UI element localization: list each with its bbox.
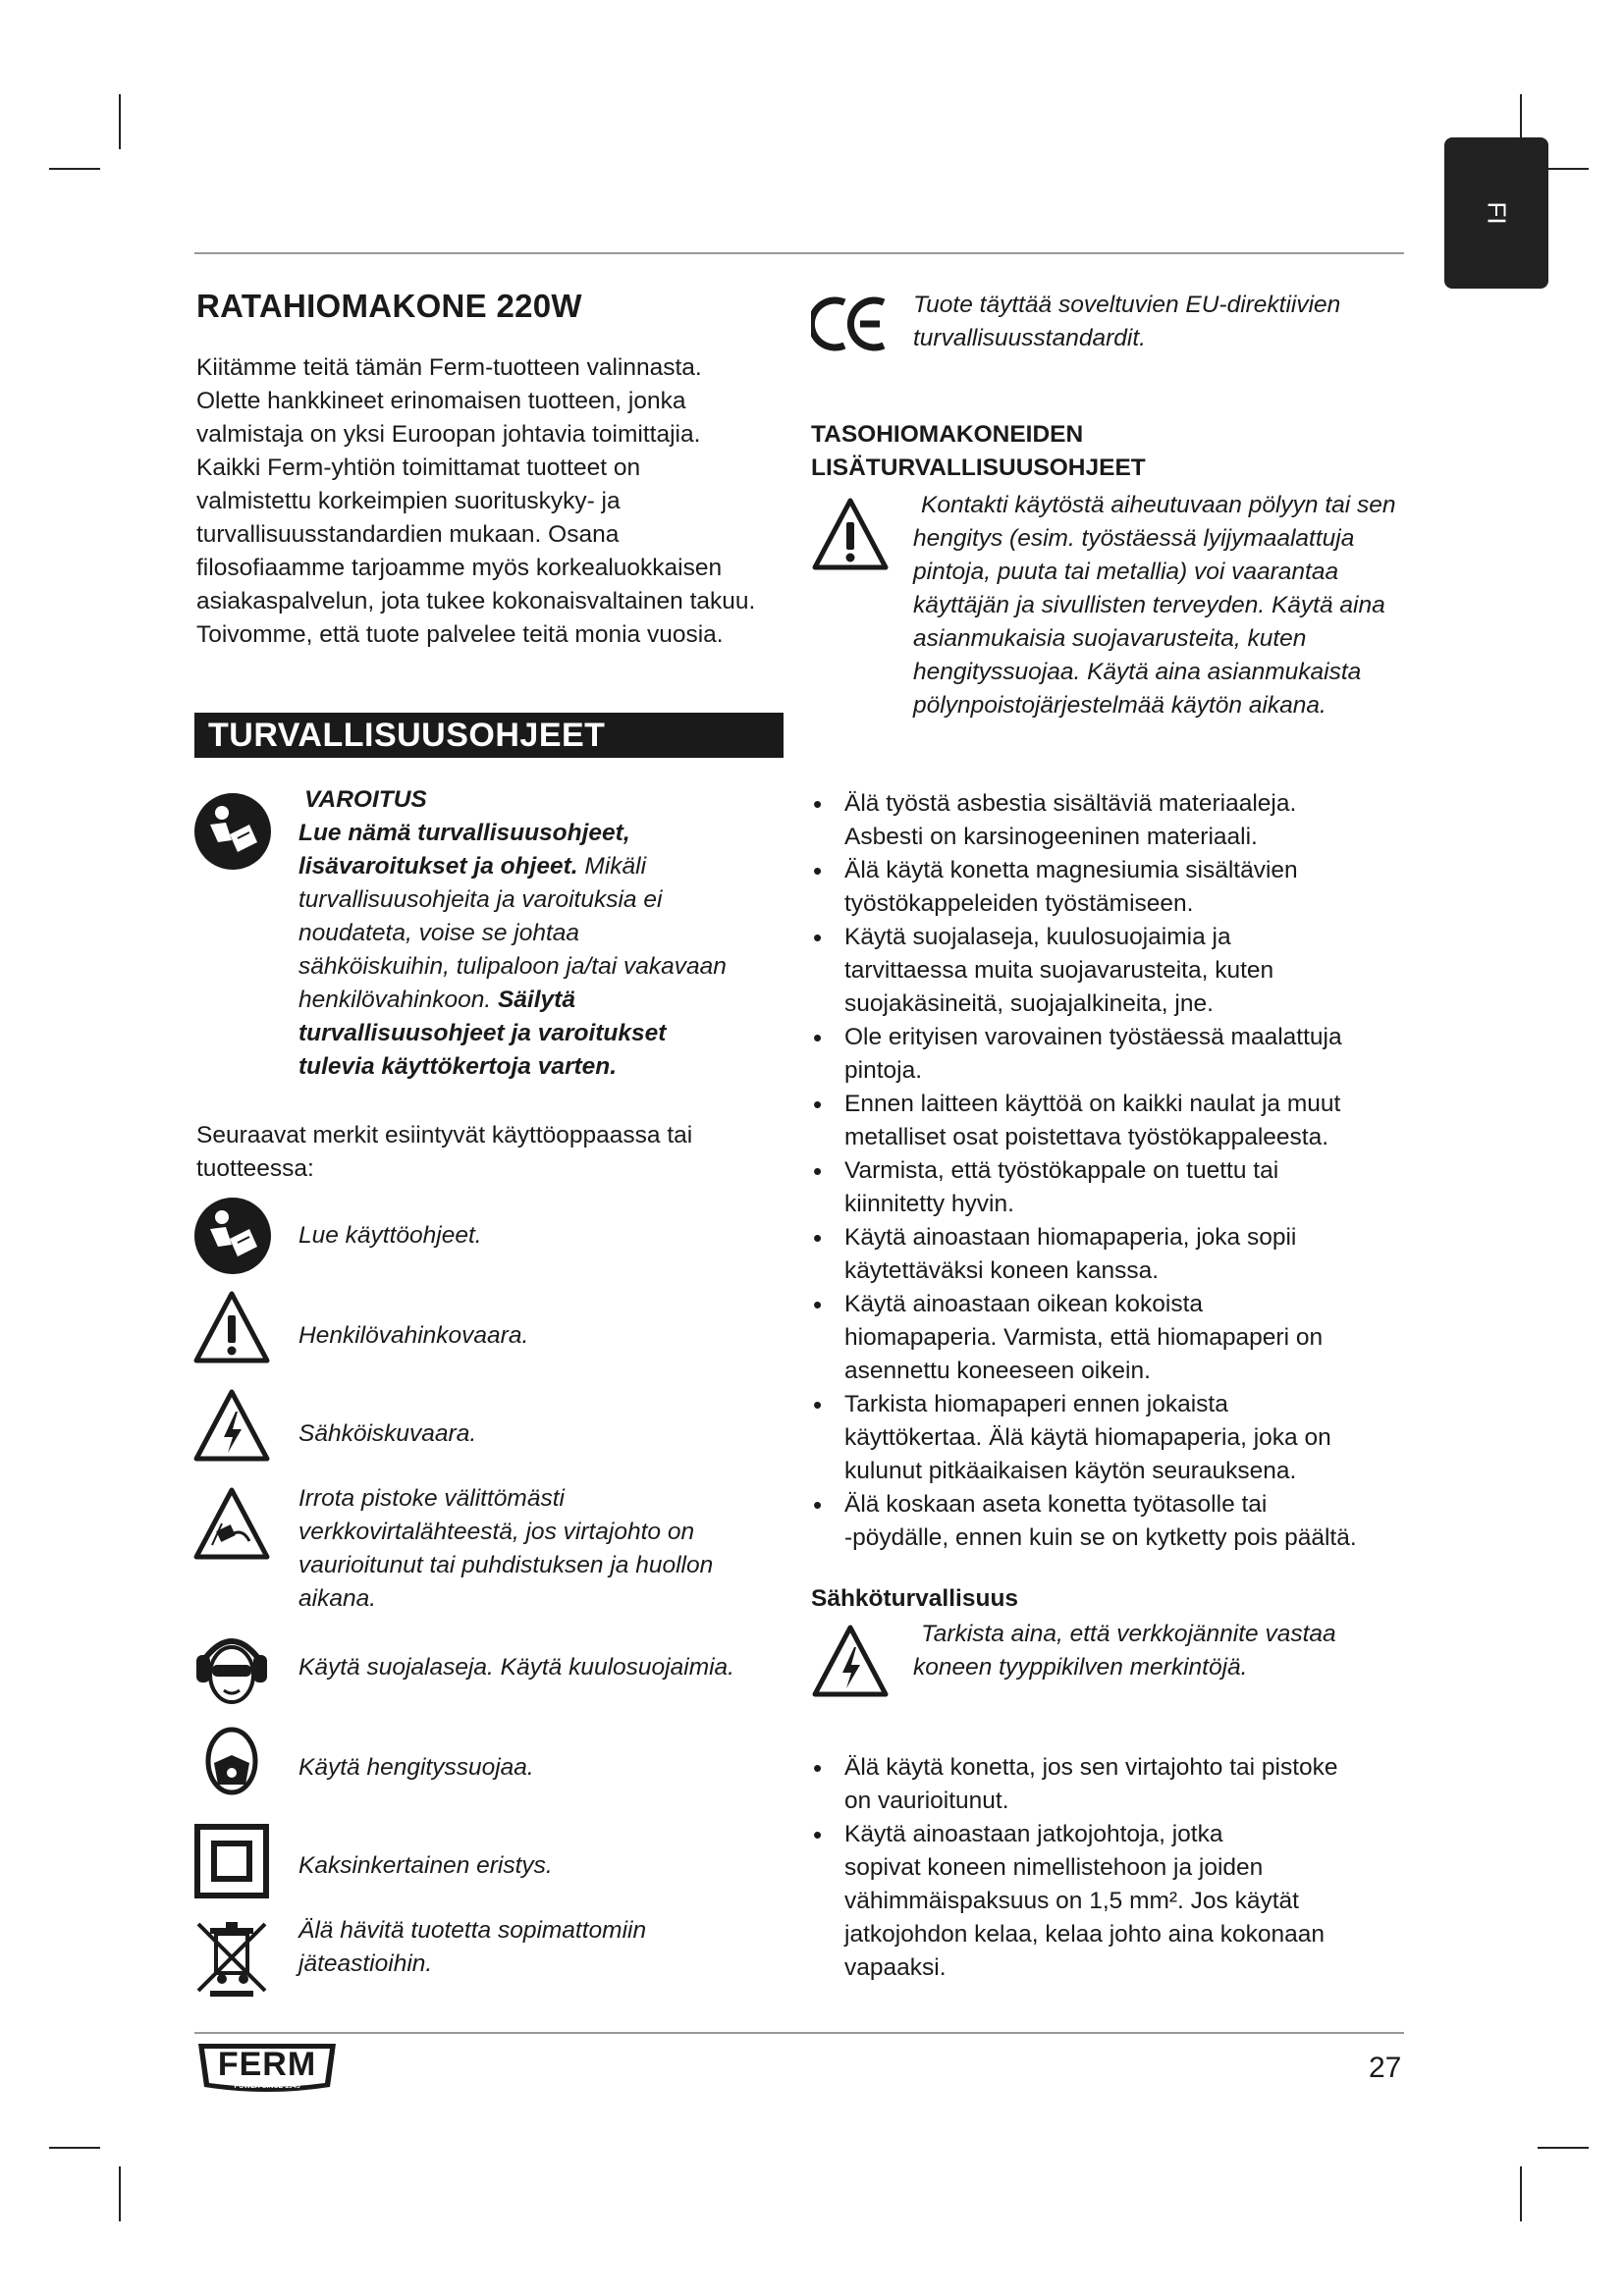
- list-item: • Ole erityisen varovainen työstäessä maalattuja pintoja.: [813, 1021, 1422, 1088]
- top-rule: [194, 252, 1404, 254]
- electric-shock-icon: [192, 1386, 271, 1465]
- crop-mark: [49, 168, 100, 170]
- ce-text: Tuote täyttää soveltuvien EU-direktiivien turvallisuusstandardit.: [913, 292, 1341, 351]
- warning-triangle-icon: [192, 1288, 271, 1366]
- symbol-text: Kaksinkertainen eristys.: [298, 1852, 553, 1879]
- list-item: • Älä koskaan aseta konetta työtasolle tai -pöydälle, ennen kuin se on kytketty pois päältä.: [813, 1488, 1422, 1555]
- double-insulation-icon: [194, 1824, 269, 1898]
- safety-bullets: [813, 787, 1422, 1555]
- language-tab: [1444, 137, 1548, 289]
- logo-text: FERM: [217, 2046, 317, 2083]
- no-waste-bin-icon: [192, 1916, 271, 1999]
- list-item: • Käytä ainoastaan oikean kokoista hiomapaperia. Varmista, että hiomapaperi on asennettu koneeseen oikein.: [813, 1288, 1422, 1388]
- list-item: • Varmista, että työstökappale on tuettu tai kiinnitetty hyvin.: [813, 1154, 1422, 1221]
- safety-heading: TURVALLISUUSOHJEET: [208, 717, 606, 754]
- read-manual-icon: [192, 1196, 273, 1276]
- list-item: • Käytä ainoastaan jatkojohtoja, jotka sopivat koneen nimellistehoon ja joiden vähimmäispaksuus on 1,5 mm². Jos käytät jatkojohdon kelaa, kelaa johto aina kokonaan vapaaksi.: [813, 1818, 1422, 1985]
- respirator-icon: [192, 1724, 271, 1802]
- read-manual-icon: [192, 791, 273, 872]
- symbols-intro: Seuraavat merkit esiintyvät käyttöoppaassa tai tuotteessa:: [196, 1122, 693, 1182]
- warning-text-1: Mikäli turvallisuusohjeita ja varoituksia ei noudateta, voise se johtaa sähköiskuihin, tulipaloon ja/tai vakavaan henkilövahinkoon.: [298, 853, 727, 1013]
- intro-paragraph: Kiitämme teitä tämän Ferm-tuotteen valinnasta. Olette hankkineet erinomaisen tuotteen, jonka valmistaja on yksi Euroopan johtavia toimittajia. Kaikki Ferm-yhtiön toimittamat tuotteet on valmistettu korkeimpien suorituskyky- ja turvallisuusstandardien mukaan. Osana filosofiaamme tarjoamme myös korkealuokkaisen asiakaspalvelun, jota tukee kokonaisvaltainen takuu. Toivomme, että tuote palvelee teitä monia vuosia.: [196, 354, 756, 648]
- list-item: • Käytä suojalaseja, kuulosuojaimia ja tarvittaessa muita suojavarusteita, kuten suojakäsineitä, suojajalkineita, jne.: [813, 921, 1422, 1021]
- warning-triangle-icon: [811, 495, 890, 573]
- ce-mark-icon: [811, 296, 888, 351]
- electrical-heading: Sähköturvallisuus: [811, 1585, 1019, 1612]
- language-tab-label: FI: [1482, 201, 1512, 225]
- warning-bold-2: Säilytä turvallisuusohjeet ja varoitukset tulevia käyttökertoja varten.: [298, 987, 667, 1080]
- symbol-text: Käytä hengityssuojaa.: [298, 1754, 534, 1781]
- goggles-ear-protection-icon: [192, 1628, 271, 1706]
- list-item: • Älä työstä asbestia sisältäviä materiaaleja. Asbesti on karsinogeeninen materiaali.: [813, 787, 1422, 854]
- warning-block: [298, 783, 731, 1084]
- unplug-icon: [192, 1484, 271, 1563]
- page-title: RATAHIOMAKONE 220W: [196, 288, 582, 324]
- safety-heading-banner: [194, 713, 784, 758]
- list-item: • Ennen laitteen käyttöä on kaikki naulat ja muut metalliset osat poistettava työstökappaleesta.: [813, 1088, 1422, 1154]
- sander-heading: TASOHIOMAKONEIDEN LISÄTURVALLISUUSOHJEET: [811, 421, 1146, 481]
- ferm-logo: [194, 2040, 340, 2097]
- crop-mark: [119, 94, 121, 149]
- crop-mark: [119, 2166, 121, 2221]
- electrical-bullets: [813, 1751, 1422, 1985]
- symbol-text: Lue käyttöohjeet.: [298, 1222, 482, 1249]
- list-item: • Älä käytä konetta magnesiumia sisältävien työstökappeleiden työstämiseen.: [813, 854, 1422, 921]
- symbol-text: Henkilövahinkovaara.: [298, 1322, 529, 1349]
- logo-subtext: POWER SINCE 1945: [234, 2083, 300, 2090]
- electric-shock-icon: [811, 1622, 890, 1700]
- list-item: • Käytä ainoastaan hiomapaperia, joka sopii käytettäväksi koneen kanssa.: [813, 1221, 1422, 1288]
- bottom-rule: [194, 2032, 1404, 2034]
- crop-mark: [49, 2147, 100, 2149]
- crop-mark: [1538, 2147, 1589, 2149]
- list-item: • Tarkista hiomapaperi ennen jokaista käyttökertaa. Älä käytä hiomapaperia, joka on kulunut pitkäaikaisen käytön seurauksena.: [813, 1388, 1422, 1488]
- symbol-text: Irrota pistoke välittömästi verkkovirtalähteestä, jos virtajohto on vaurioitunut tai puhdistuksen ja huollon aikana.: [298, 1485, 714, 1612]
- warning-label: VAROITUS: [304, 786, 427, 813]
- warning-bold-1: Lue nämä turvallisuusohjeet, lisävaroitukset ja ohjeet.: [298, 820, 630, 880]
- crop-mark: [1520, 2166, 1522, 2221]
- symbol-text: Älä hävitä tuotetta sopimattomiin jäteastioihin.: [298, 1917, 647, 1977]
- voltage-warning: Tarkista aina, että verkkojännite vastaa koneen tyyppikilven merkintöjä.: [913, 1621, 1336, 1681]
- symbol-text: Sähköiskuvaara.: [298, 1420, 477, 1447]
- symbol-text: Käytä suojalaseja. Käytä kuulosuojaimia.: [298, 1654, 734, 1681]
- dust-warning: Kontakti käytöstä aiheutuvaan pölyyn tai sen hengitys (esim. työstäessä lyijymaalattuja pintoja, puuta tai metallia) voi vaarantaa käyttäjän ja sivullisten terveyden. Käytä aina asianmukaisia suojavarusteita, kuten hengityssuojaa. Käytä aina asianmukaista pölynpoistojärjestelmää käytön aikana.: [913, 492, 1396, 719]
- page-number: 27: [1369, 2052, 1402, 2084]
- list-item: • Älä käytä konetta, jos sen virtajohto tai pistoke on vaurioitunut.: [813, 1751, 1422, 1818]
